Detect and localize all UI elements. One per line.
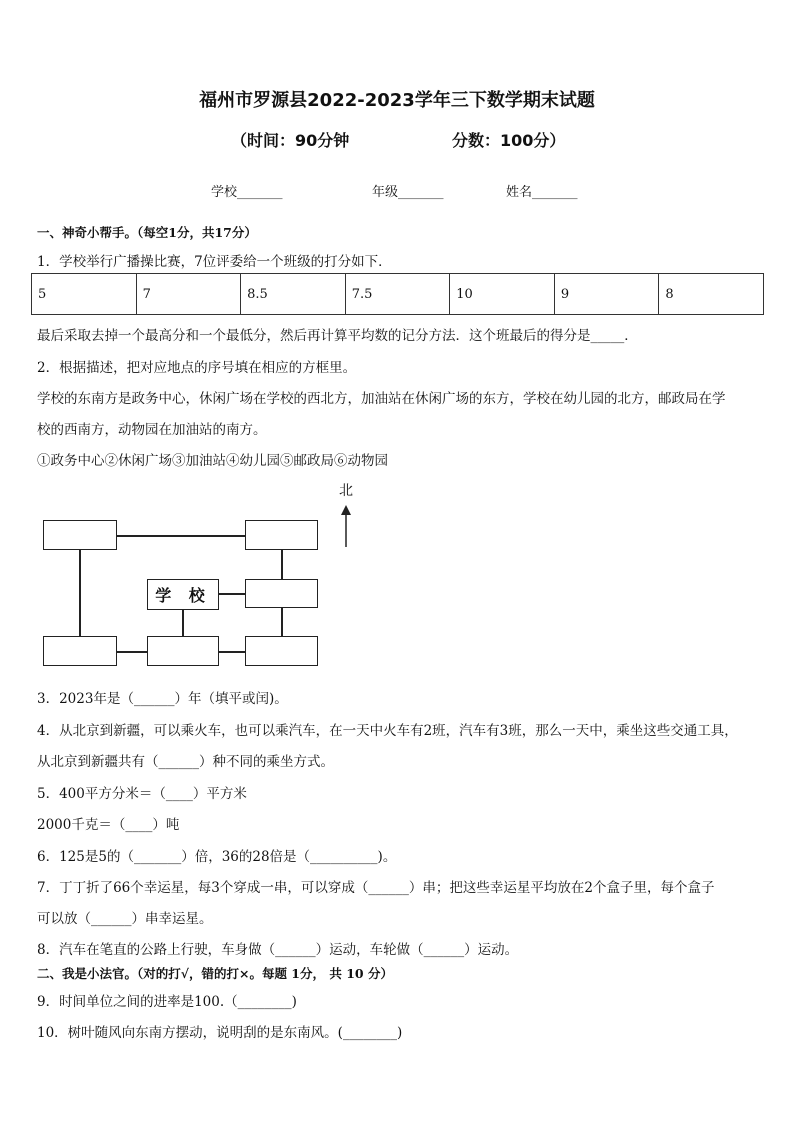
answer-box-bottom-middle[interactable]: [147, 636, 219, 666]
school-box: 学 校: [147, 579, 219, 610]
score-cell: 9: [554, 274, 659, 315]
answer-box-bottom-right[interactable]: [245, 636, 318, 666]
answer-box-top-left[interactable]: [43, 520, 117, 550]
question-2: 2．根据描述，把对应地点的序号填在相应的方框里。: [37, 360, 357, 376]
connector-line: [219, 593, 245, 595]
score-table: [31, 273, 764, 315]
connector-line: [182, 610, 184, 636]
question-3: 3．2023年是（______）年（填平或闰)。: [37, 691, 288, 707]
score-cell: 5: [32, 274, 137, 315]
page-title: 福州市罗源县2022-2023学年三下数学期末试题: [199, 90, 595, 111]
score-cell: 8.5: [241, 274, 346, 315]
score-cell: 7: [136, 274, 241, 315]
question-10: 10．树叶随风向东南方摆动，说明刮的是东南风。(________): [37, 1025, 403, 1041]
question-5-line1: 5．400平方分米＝（____）平方米: [37, 786, 247, 802]
answer-box-bottom-left[interactable]: [43, 636, 117, 666]
answer-box-top-right[interactable]: [245, 520, 318, 550]
connector-line: [117, 535, 245, 537]
connector-line: [281, 550, 283, 579]
score-cell: 7.5: [345, 274, 450, 315]
answer-box-middle-right[interactable]: [245, 579, 318, 608]
north-label: 北: [339, 483, 353, 499]
question-2-desc-line1: 学校的东南方是政务中心，休闲广场在学校的西北方，加油站在休闲广场的东方，学校在幼儿园的北方，邮政局在学: [37, 391, 726, 407]
connector-line: [219, 651, 245, 653]
question-4-line2: 从北京到新疆共有（______）种不同的乘坐方式。: [37, 754, 334, 770]
question-9: 9．时间单位之间的进率是100.（________): [37, 994, 297, 1010]
question-7-line1: 7．丁丁折了66个幸运星，每3个穿成一串，可以穿成（______）串；把这些幸运星平均放在2个盒子里，每个盒子: [37, 880, 715, 896]
connector-line: [117, 651, 147, 653]
name-field[interactable]: 姓名_______: [506, 185, 578, 200]
question-4-line1: 4．从北京到新疆，可以乘火车，也可以乘汽车，在一天中火车有2班，汽车有3班，那么一天中，乘坐这些交通工具，: [37, 723, 738, 739]
question-5-line2: 2000千克＝（____）吨: [37, 817, 180, 833]
north-arrow-icon: [338, 505, 354, 549]
score-cell: 10: [450, 274, 555, 315]
table-row: [32, 274, 764, 315]
grade-field[interactable]: 年级_______: [372, 185, 444, 200]
connector-line: [79, 550, 81, 636]
question-8: 8．汽车在笔直的公路上行驶，车身做（______）运动，车轮做（______）运动。: [37, 942, 519, 958]
question-1: 1．学校举行广播操比赛，7位评委给一个班级的打分如下．: [37, 254, 392, 270]
section-2-heading: 二、我是小法官。（对的打√，错的打×。每题 1分， 共 10 分）: [37, 966, 393, 981]
question-2-options: ①政务中心②休闲广场③加油站④幼儿园⑤邮政局⑥动物园: [37, 453, 388, 469]
connector-line: [281, 608, 283, 636]
question-1-followup: 最后采取去掉一个最高分和一个最低分，然后再计算平均数的记分方法．这个班最后的得分是_____．: [37, 328, 638, 344]
exam-time: （时间：90分钟: [231, 131, 350, 150]
score-cell: 8: [659, 274, 764, 315]
section-1-heading: 一、神奇小帮手。（每空1分，共17分）: [37, 225, 257, 240]
exam-score: 分数：100分）: [452, 131, 566, 150]
question-2-desc-line2: 校的西南方，动物园在加油站的南方。: [37, 422, 267, 438]
question-7-line2: 可以放（______）串幸运星。: [37, 911, 213, 927]
school-field[interactable]: 学校_______: [211, 185, 283, 200]
question-6: 6．125是5的（_______）倍，36的28倍是（__________)。: [37, 849, 397, 865]
